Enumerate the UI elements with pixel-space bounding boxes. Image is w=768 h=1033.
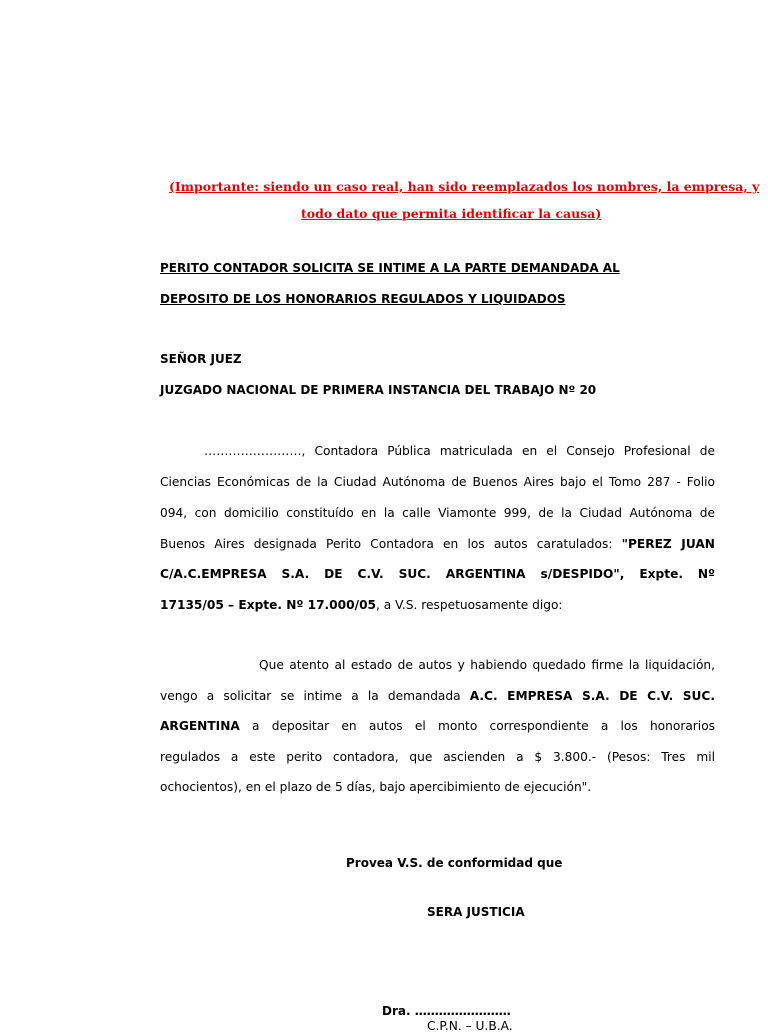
paragraph-2-line-2: vengo a solicitar se intime a la demandada A.C. EMPRESA S.A. DE C.V. SUC. [160, 689, 715, 703]
closing-provea: Provea V.S. de conformidad que [346, 856, 563, 870]
addressee-court: JUZGADO NACIONAL DE PRIMERA INSTANCIA DEL TRABAJO Nº 20 [160, 383, 597, 397]
paragraph-1-line-4: Buenos Aires designada Perito Contadora en los autos caratulados: "PEREZ JUAN [160, 537, 715, 551]
paragraph-2-line-3: ARGENTINA a depositar en autos el monto correspondiente a los honorarios [160, 719, 715, 733]
signature-name: Dra. …………………… [382, 1004, 511, 1018]
subject-line-1: PERITO CONTADOR SOLICITA SE INTIME A LA PARTE DEMANDADA AL [160, 261, 620, 275]
paragraph-1-line-5: C/A.C.EMPRESA S.A. DE C.V. SUC. ARGENTINA s/DESPIDO", Expte. Nº [160, 567, 715, 581]
notice-line-2: todo dato que permita identificar la causa) [301, 206, 602, 221]
signature-credential: C.P.N. – U.B.A. [427, 1019, 513, 1033]
paragraph-1-line-3: 094, con domicilio constituído en la calle Viamonte 999, de la Ciudad Autónoma de [160, 506, 715, 520]
paragraph-2-line-4: regulados a este perito contadora, que ascienden a $ 3.800.- (Pesos: Tres mil [160, 750, 715, 764]
paragraph-2-line-1: Que atento al estado de autos y habiendo quedado firme la liquidación, [259, 658, 715, 672]
paragraph-1-line-2: Ciencias Económicas de la Ciudad Autónoma de Buenos Aires bajo el Tomo 287 - Folio [160, 475, 715, 489]
addressee-judge: SEÑOR JUEZ [160, 352, 242, 366]
notice-line-1: (Importante: siendo un caso real, han sido reemplazados los nombres, la empresa, y [169, 179, 760, 194]
paragraph-2-line-5: ochocientos), en el plazo de 5 días, bajo apercibimiento de ejecución". [160, 780, 592, 794]
subject-line-2: DEPOSITO DE LOS HONORARIOS REGULADOS Y LIQUIDADOS [160, 292, 566, 306]
closing-sera-justicia: SERA JUSTICIA [427, 905, 525, 919]
paragraph-1-line-6: 17135/05 – Expte. Nº 17.000/05, a V.S. respetuosamente digo: [160, 598, 563, 612]
paragraph-1-line-1: ……………………, Contadora Pública matriculada en el Consejo Profesional de [204, 444, 715, 458]
